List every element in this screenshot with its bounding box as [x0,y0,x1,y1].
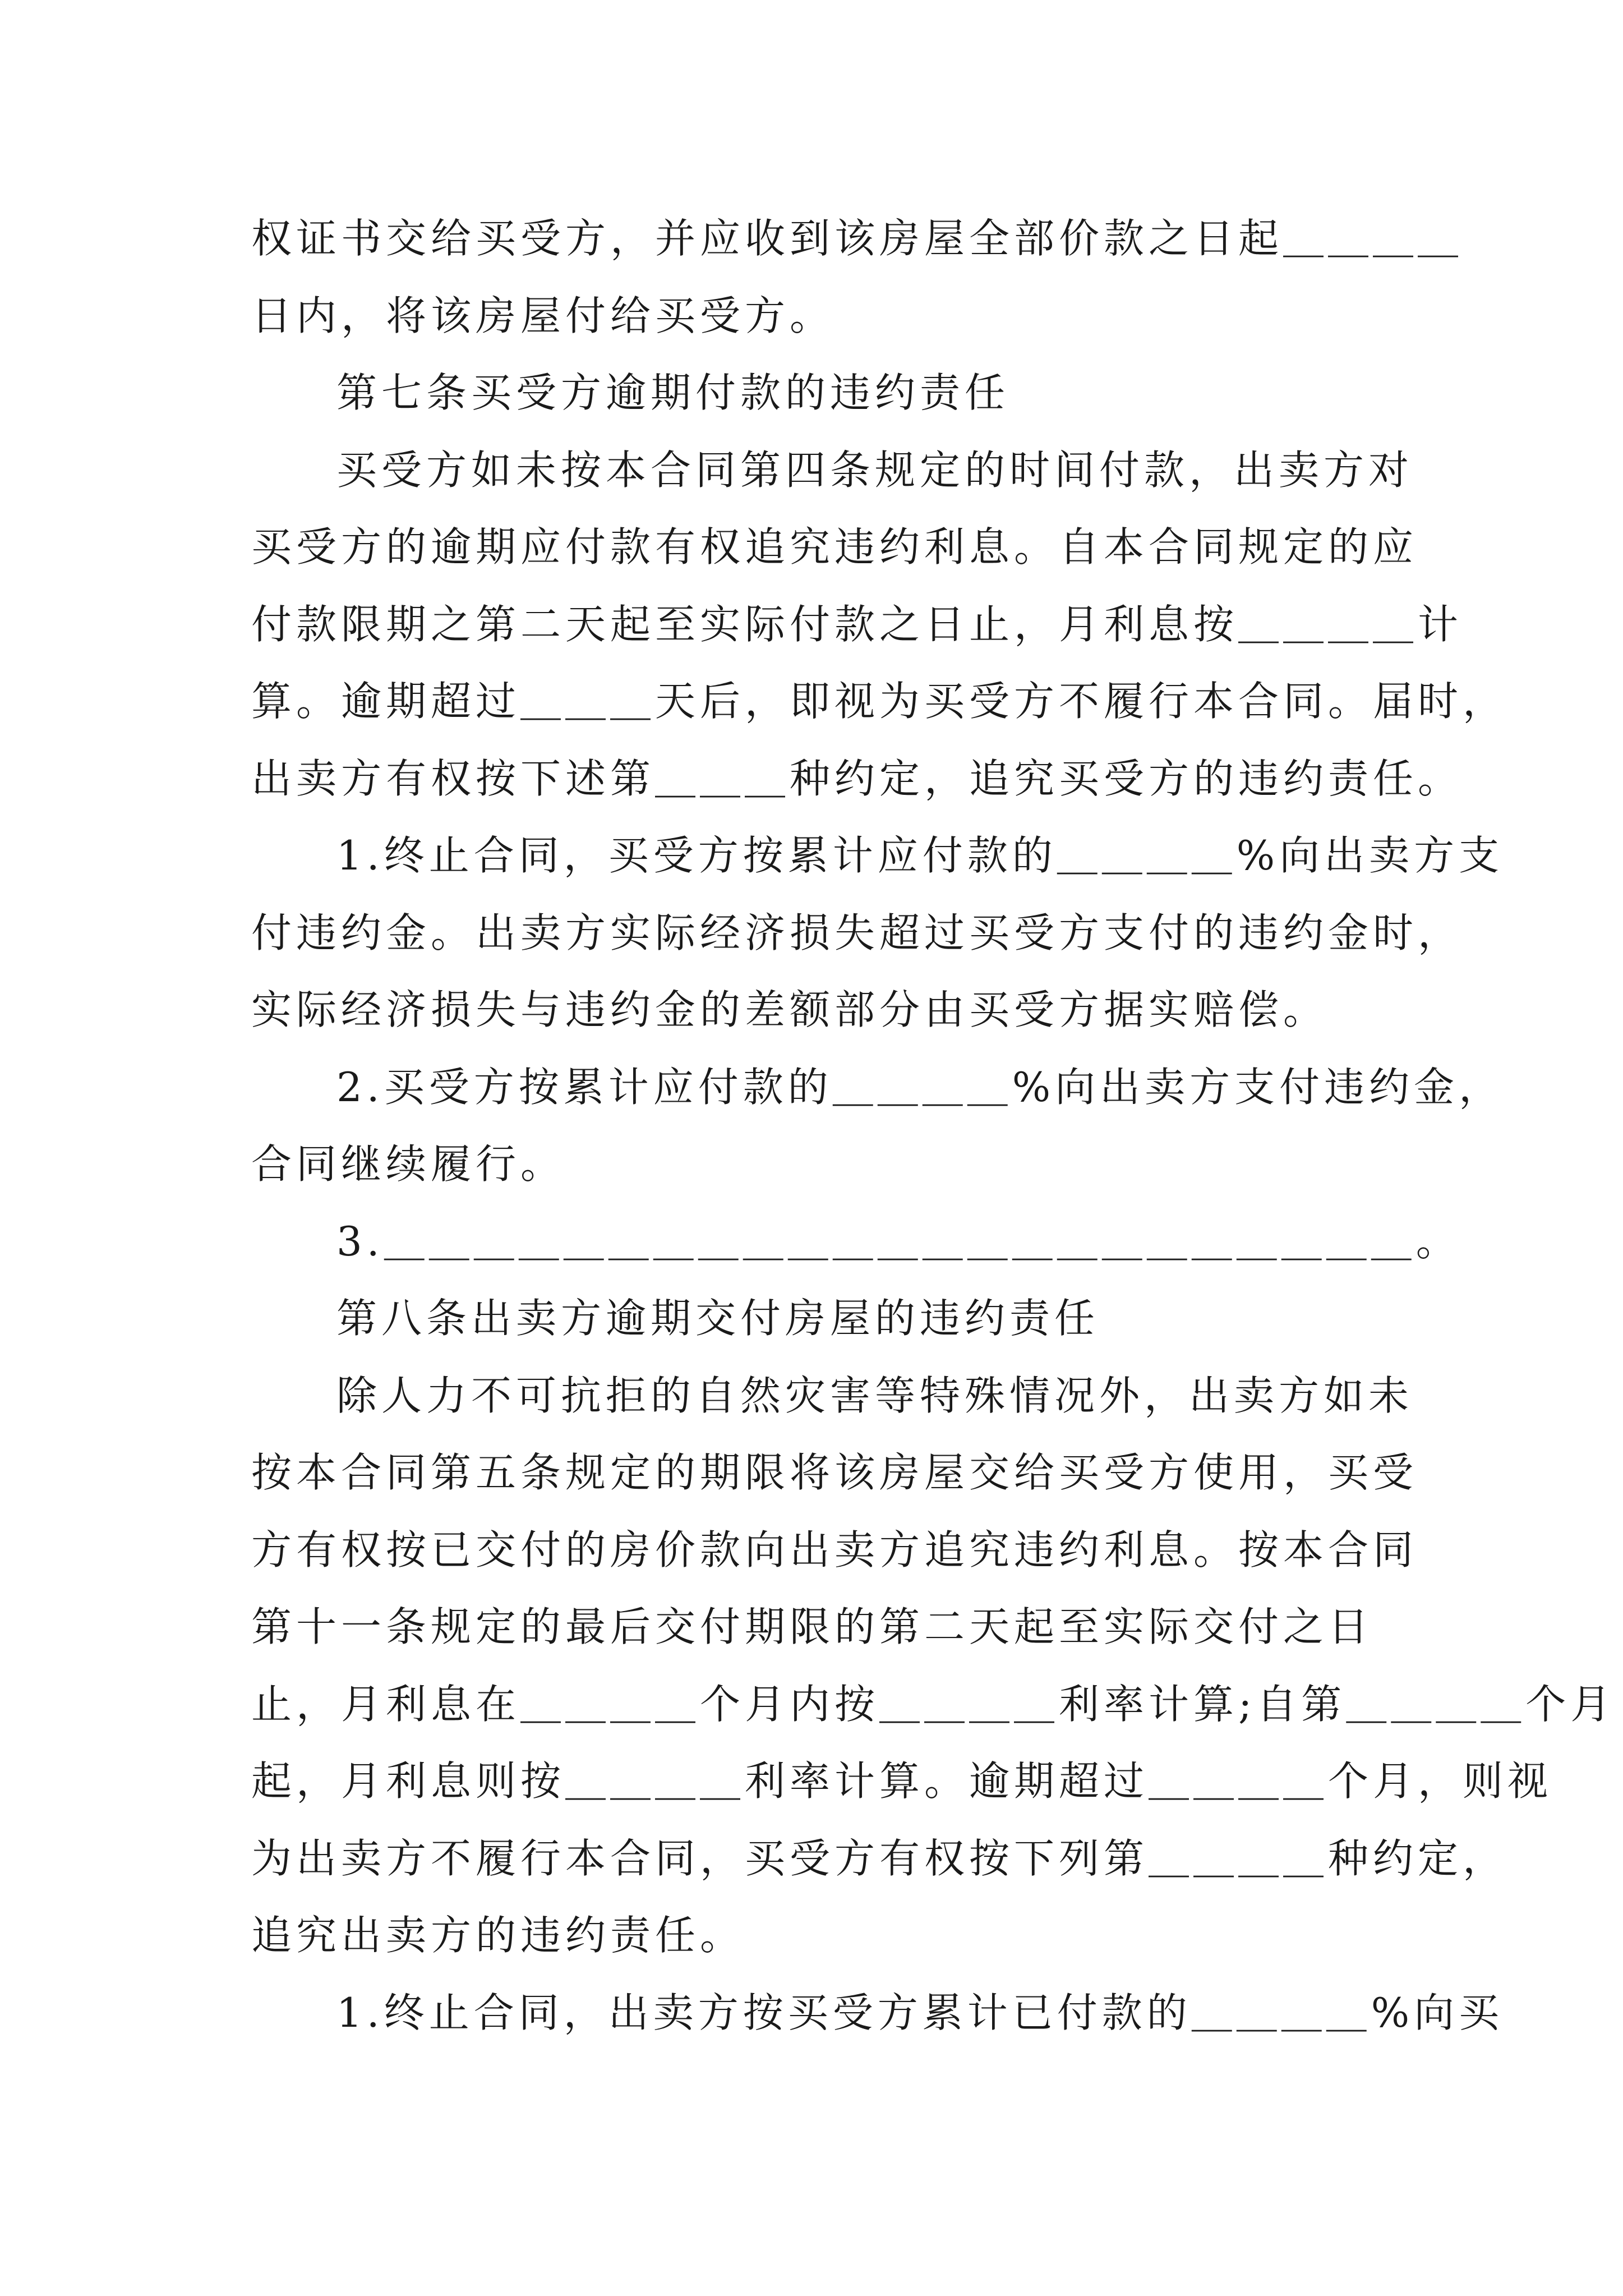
text-line: 止，月利息在＿＿＿＿个月内按＿＿＿＿利率计算;自第＿＿＿＿个月 [251,1681,1616,1728]
text-line: 除人力不可抗拒的自然灾害等特殊情况外，出卖方如未 [336,1372,1414,1419]
section-heading: 第八条出卖方逾期交付房屋的违约责任 [336,1295,1100,1342]
list-item: 1.终止合同，出卖方按买受方累计已付款的＿＿＿＿%向买 [336,1989,1504,2036]
text-line: 追究出卖方的违约责任。 [251,1912,745,1959]
list-item: 1.终止合同，买受方按累计应付款的＿＿＿＿%向出卖方支 [336,832,1504,879]
text-line: 方有权按已交付的房价款向出卖方追究违约利息。按本合同 [251,1526,1418,1573]
section-heading: 第七条买受方逾期付款的违约责任 [336,369,1010,416]
list-item: 2.买受方按累计应付款的＿＿＿＿%向出卖方支付违约金， [336,1064,1504,1111]
text-line: 合同继续履行。 [251,1140,566,1188]
text-line: 为出卖方不履行本合同，买受方有权按下列第＿＿＿＿种约定， [251,1835,1508,1882]
text-line: 日内，将该房屋付给买受方。 [251,292,835,339]
text-line: 付款限期之第二天起至实际付款之日止，月利息按＿＿＿＿计 [251,601,1463,648]
text-line: 按本合同第五条规定的期限将该房屋交给买受方使用，买受 [251,1449,1418,1496]
text-line: 买受方如未按本合同第四条规定的时间付款，出卖方对 [336,447,1414,494]
text-line: 实际经济损失与违约金的差额部分由买受方据实赔偿。 [251,986,1329,1033]
text-line: 出卖方有权按下述第＿＿＿种约定，追究买受方的违约责任。 [251,755,1463,802]
list-item: 3.＿＿＿＿＿＿＿＿＿＿＿＿＿＿＿＿＿＿＿＿＿＿＿。 [336,1218,1461,1265]
text-line: 权证书交给买受方，并应收到该房屋全部价款之日起＿＿＿＿ [251,215,1463,262]
text-line: 买受方的逾期应付款有权追究违约利息。自本合同规定的应 [251,523,1418,570]
text-line: 付违约金。出卖方实际经济损失超过买受方支付的违约金时， [251,909,1463,956]
text-line: 算。逾期超过＿＿＿天后，即视为买受方不履行本合同。届时， [251,678,1508,725]
text-line: 第十一条规定的最后交付期限的第二天起至实际交付之日 [251,1603,1373,1650]
text-line: 起，月利息则按＿＿＿＿利率计算。逾期超过＿＿＿＿个月，则视 [251,1757,1553,1805]
